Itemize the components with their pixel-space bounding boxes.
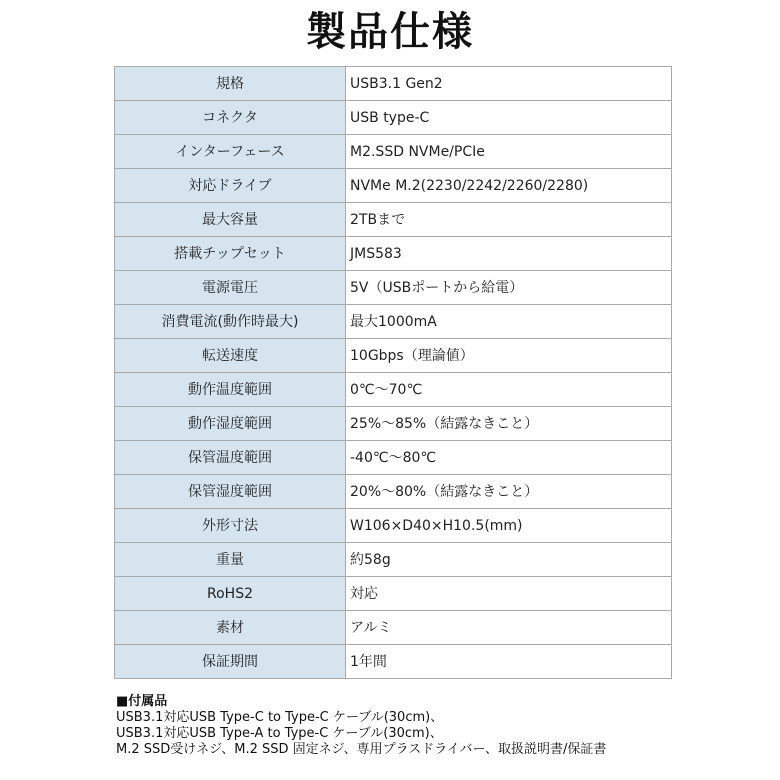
table-row bbox=[115, 271, 672, 305]
table-row bbox=[115, 339, 672, 373]
page-title: 製品仕様 bbox=[306, 9, 474, 55]
accessories-line: USB3.1対応USB Type-A to Type-C ケーブル(30cm)、 bbox=[116, 726, 443, 741]
spec-value: NVMe M.2(2230/2242/2260/2280) bbox=[346, 169, 672, 203]
table-row bbox=[115, 135, 672, 169]
table-row bbox=[115, 237, 672, 271]
table-row bbox=[115, 475, 672, 509]
spec-value: USB type-C bbox=[346, 101, 672, 135]
spec-value: M2.SSD NVMe/PCIe bbox=[346, 135, 672, 169]
table-row bbox=[115, 67, 672, 101]
table-row bbox=[115, 577, 672, 611]
spec-label: 保管温度範囲 bbox=[115, 441, 346, 475]
spec-label: 消費電流(動作時最大) bbox=[115, 305, 346, 339]
spec-value: JMS583 bbox=[346, 237, 672, 271]
accessories-line: M.2 SSD受けネジ、M.2 SSD 固定ネジ、専用プラスドライバー、取扱説明書/保証書 bbox=[116, 742, 607, 757]
spec-value: 約58g bbox=[346, 543, 672, 577]
accessories-line: USB3.1対応USB Type-C to Type-C ケーブル(30cm)、 bbox=[116, 710, 444, 725]
spec-value: 20%～80%（結露なきこと） bbox=[346, 475, 672, 509]
table-row bbox=[115, 169, 672, 203]
spec-label: 動作温度範囲 bbox=[115, 373, 346, 407]
table-row bbox=[115, 373, 672, 407]
spec-value: 10Gbps（理論値） bbox=[346, 339, 672, 373]
spec-label: 保管湿度範囲 bbox=[115, 475, 346, 509]
spec-label: 動作湿度範囲 bbox=[115, 407, 346, 441]
spec-value: 2TBまで bbox=[346, 203, 672, 237]
spec-label: 最大容量 bbox=[115, 203, 346, 237]
spec-label: 素材 bbox=[115, 611, 346, 645]
spec-value: -40℃～80℃ bbox=[346, 441, 672, 475]
spec-value: 0℃～70℃ bbox=[346, 373, 672, 407]
table-row bbox=[115, 101, 672, 135]
spec-value: 最大1000mA bbox=[346, 305, 672, 339]
table-row bbox=[115, 305, 672, 339]
spec-label: インターフェース bbox=[115, 135, 346, 169]
table-row bbox=[115, 509, 672, 543]
table-row bbox=[115, 611, 672, 645]
table-row bbox=[115, 441, 672, 475]
spec-label: 転送速度 bbox=[115, 339, 346, 373]
spec-label: コネクタ bbox=[115, 101, 346, 135]
spec-label: 対応ドライブ bbox=[115, 169, 346, 203]
spec-label: 電源電圧 bbox=[115, 271, 346, 305]
spec-table bbox=[114, 66, 672, 679]
spec-label: RoHS2 bbox=[115, 577, 346, 611]
spec-value: USB3.1 Gen2 bbox=[346, 67, 672, 101]
spec-label: 保証期間 bbox=[115, 645, 346, 679]
spec-value: 25%～85%（結露なきこと） bbox=[346, 407, 672, 441]
spec-label: 搭載チップセット bbox=[115, 237, 346, 271]
spec-value: アルミ bbox=[346, 611, 672, 645]
spec-value: W106×D40×H10.5(mm) bbox=[346, 509, 672, 543]
accessories-section bbox=[116, 694, 756, 758]
table-row bbox=[115, 543, 672, 577]
table-row bbox=[115, 407, 672, 441]
spec-label: 外形寸法 bbox=[115, 509, 346, 543]
spec-value: 1年間 bbox=[346, 645, 672, 679]
table-row bbox=[115, 645, 672, 679]
spec-value: 対応 bbox=[346, 577, 672, 611]
accessories-heading: ■付属品 bbox=[116, 694, 168, 709]
spec-value: 5V（USBポートから給電） bbox=[346, 271, 672, 305]
spec-label: 規格 bbox=[115, 67, 346, 101]
table-row bbox=[115, 203, 672, 237]
spec-label: 重量 bbox=[115, 543, 346, 577]
